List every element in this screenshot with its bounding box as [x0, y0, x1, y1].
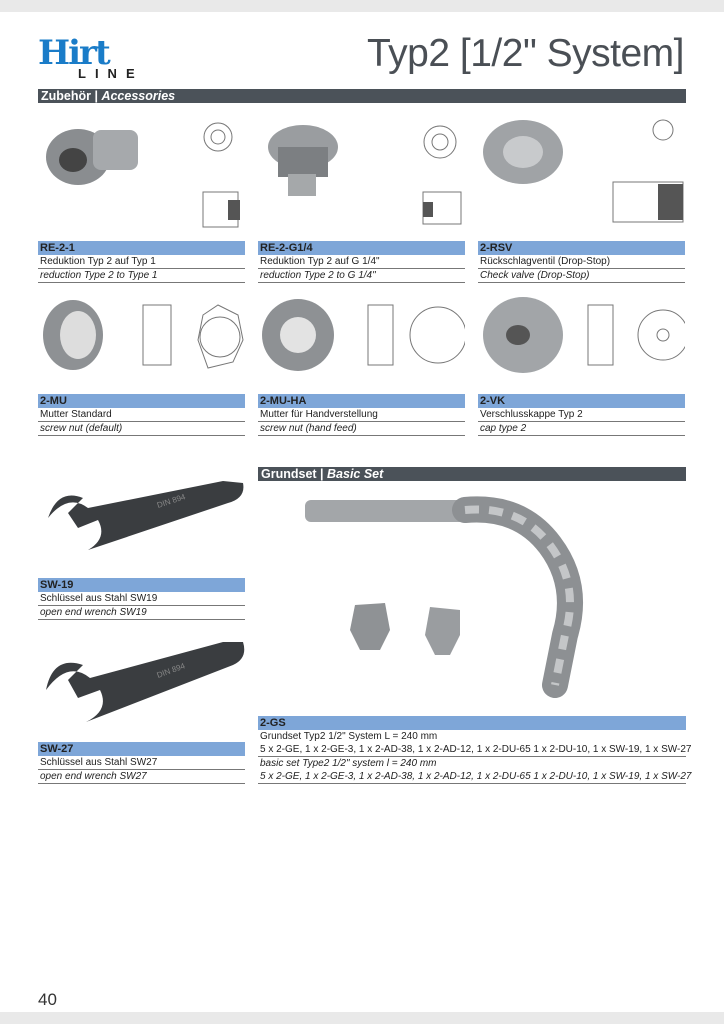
sw-19-image — [38, 478, 245, 568]
product-desc-en: reduction Type 2 to G 1/4" — [258, 269, 465, 283]
svg-text:DIN 894: DIN 894 — [155, 661, 187, 680]
section-en: Accessories — [101, 89, 176, 103]
product-desc-de: Mutter Standard — [38, 408, 245, 422]
re-2-g1-4-image — [258, 112, 465, 237]
product-code: 2-MU-HA — [258, 394, 465, 408]
product-desc-de: Reduktion Typ 2 auf G 1/4" — [258, 255, 465, 269]
page-border-bottom — [0, 1012, 724, 1024]
svg-text:Hirt: Hirt — [38, 36, 109, 73]
2-mu-image — [38, 290, 245, 390]
product-code: SW-27 — [38, 742, 245, 756]
product-code: 2-MU — [38, 394, 245, 408]
product-desc-de: Grundset Typ2 1/2" System L = 240 mm — [260, 731, 438, 742]
page-border-top — [0, 0, 724, 12]
product-desc-en: screw nut (default) — [38, 422, 245, 436]
re-2-1-image — [38, 112, 245, 237]
product-desc-de: Reduktion Typ 2 auf Typ 1 — [38, 255, 245, 269]
product-contents-en: 5 x 2-GE, 1 x 2-GE-3, 1 x 2-AD-38, 1 x 2-AD-12, 1 x 2-DU-65 1 x 2-DU-10, 1 x SW-19, 1 x SW-27 — [260, 771, 692, 782]
product-re-2-1 — [38, 241, 245, 283]
product-desc-en: open end wrench SW19 — [38, 606, 245, 620]
product-desc-de: Verschlusskappe Typ 2 — [478, 408, 685, 422]
page-number: 40 — [38, 990, 57, 1009]
sw-27-image — [38, 640, 245, 730]
product-desc-de: Mutter für Handverstellung — [258, 408, 465, 422]
product-desc-en: basic set Type2 1/2" system l = 240 mm — [260, 758, 437, 769]
product-sw-27 — [38, 742, 245, 784]
section-header-accessories: Zubehör | Accessories — [38, 89, 686, 103]
product-desc-de: Schlüssel aus Stahl SW19 — [38, 592, 245, 606]
page-title: Typ2 [1/2" System] — [367, 32, 684, 75]
product-2-rsv — [478, 241, 685, 283]
svg-text:LINE: LINE — [78, 66, 144, 80]
product-desc-en: cap type 2 — [478, 422, 685, 436]
hirt-line-logo — [38, 36, 153, 80]
product-code: SW-19 — [38, 578, 245, 592]
2-vk-image — [478, 290, 685, 390]
product-2-vk — [478, 394, 685, 436]
section-en: Basic Set — [327, 467, 384, 481]
section-header-basic-set: Grundset | Basic Set — [258, 467, 686, 481]
product-2-mu — [38, 394, 245, 436]
product-desc-en: reduction Type 2 to Type 1 — [38, 269, 245, 283]
section-de: Grundset — [261, 467, 317, 481]
product-code: 2-VK — [478, 394, 685, 408]
product-desc-en: Check valve (Drop-Stop) — [478, 269, 685, 283]
product-code: RE-2-G1/4 — [258, 241, 465, 255]
product-code: RE-2-1 — [38, 241, 245, 255]
product-desc-en: open end wrench SW27 — [38, 770, 245, 784]
product-code: 2-RSV — [478, 241, 685, 255]
2-mu-ha-image — [258, 290, 465, 390]
product-2-gs — [258, 716, 692, 784]
section-de: Zubehör — [41, 89, 91, 103]
basic-set-image — [290, 485, 620, 710]
product-desc-de: Schlüssel aus Stahl SW27 — [38, 756, 245, 770]
product-desc-en: screw nut (hand feed) — [258, 422, 465, 436]
product-contents-de: 5 x 2-GE, 1 x 2-GE-3, 1 x 2-AD-38, 1 x 2-AD-12, 1 x 2-DU-65 1 x 2-DU-10, 1 x SW-19, 1 x SW-27 — [260, 744, 692, 755]
product-desc-de: Rückschlagventil (Drop-Stop) — [478, 255, 685, 269]
product-2-mu-ha — [258, 394, 465, 436]
product-sw-19 — [38, 578, 245, 620]
product-code: 2-GS — [258, 716, 686, 730]
wrench-marking: DIN 894 — [155, 492, 187, 510]
2-rsv-image — [478, 112, 685, 237]
product-re-2-g1-4 — [258, 241, 465, 283]
